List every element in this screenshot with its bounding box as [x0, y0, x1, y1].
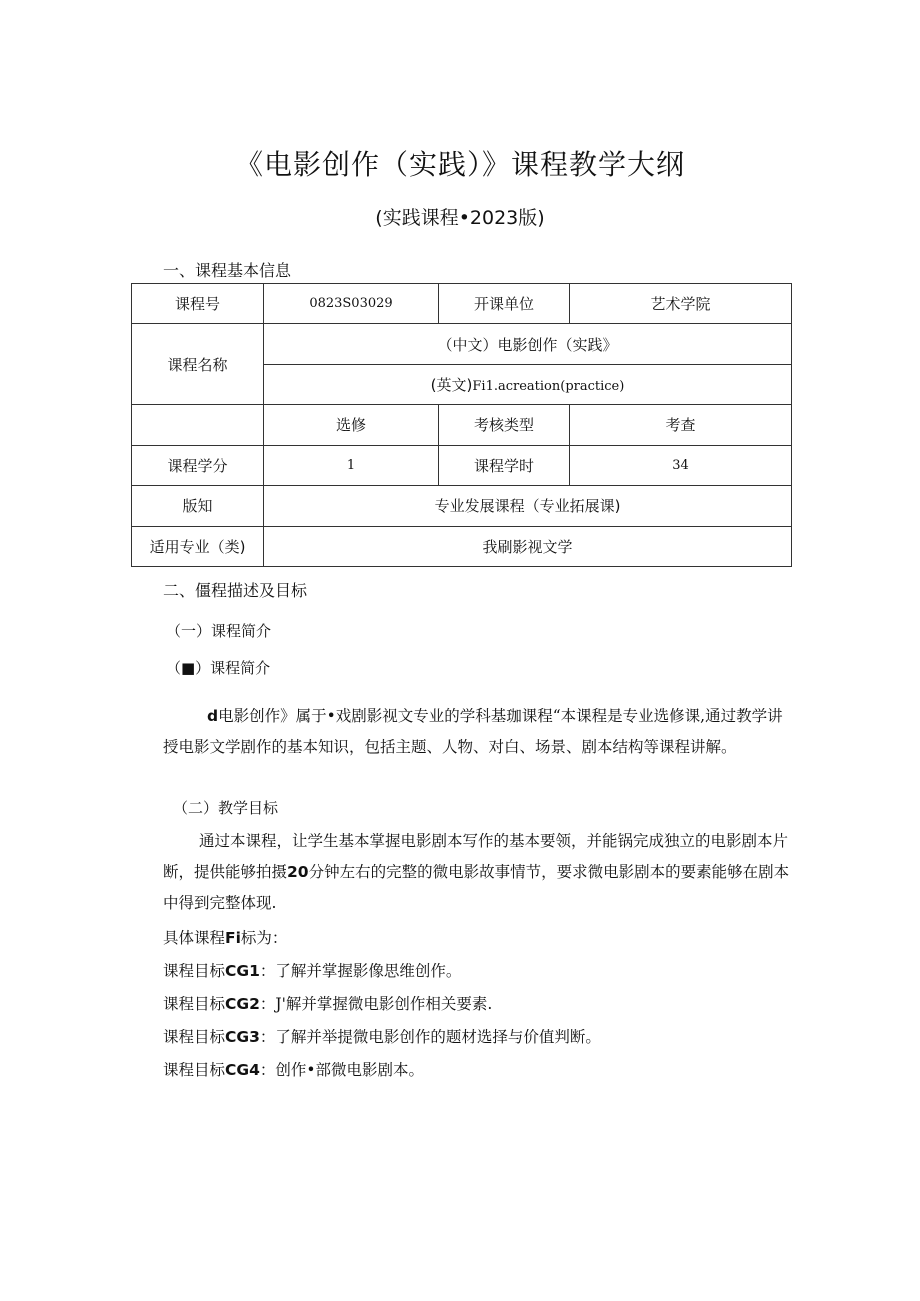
hours-value: 34 [570, 445, 792, 485]
course-info-table [131, 283, 792, 567]
goal-item [163, 959, 461, 981]
goal-code: CG3 [225, 1028, 260, 1046]
hours-label: 课程学时 [439, 445, 570, 485]
assess-type-label: 考核类型 [439, 405, 570, 445]
goal-code: CG1 [225, 962, 260, 980]
table-row [132, 445, 792, 485]
course-name-en-prefix: (英文) [430, 376, 473, 395]
goals-intro-bold: Fi [225, 929, 241, 947]
goal-label: 课程目标 [163, 1061, 226, 1079]
course-type-value: 选修 [264, 405, 439, 445]
document-title: 《电影创作（实践）》课程教学大纲 [234, 148, 685, 181]
goal-text: ：了解并举提微电影创作的题材选择与价值判断。 [259, 1028, 601, 1046]
intro-bold-glyph: d [207, 707, 219, 725]
goal-label: 课程目标 [163, 1028, 226, 1046]
course-name-en [264, 364, 792, 404]
assess-type-value: 考查 [570, 405, 792, 445]
major-label: 适用专业（类) [132, 526, 264, 566]
objectives-paragraph [163, 826, 793, 919]
objectives-text-b: 分钟左右的完整的微电影故事情节，要求微电影剧本的要素能够在剧本中得到完整体现. [163, 863, 790, 912]
subheading-intro-2: （■）课程简介 [166, 659, 271, 677]
intro-text: 电影创作》属于•戏剧影视文专业的学科基珈课程“本课程是专业选修课,通过教学讲授电影文学剧作的基本知识，包括主题、人物、对白、场景、剧本结构等课程讲解。 [163, 707, 783, 756]
goals-intro-a: 具体课程 [163, 929, 226, 947]
credit-label: 课程学分 [132, 445, 264, 485]
category-value: 专业发展课程（专业拓展课) [264, 486, 792, 526]
course-name-label: 课程名称 [132, 324, 264, 405]
table-row [132, 284, 792, 324]
section-heading-basic-info: 一、课程基本信息 [163, 261, 292, 280]
table-row [132, 405, 792, 445]
goal-code: CG4 [225, 1061, 260, 1079]
course-no-value: 0823S03029 [264, 284, 439, 324]
goal-item [163, 1058, 424, 1080]
major-value: 我刷影视文学 [264, 526, 792, 566]
category-label: 版知 [132, 486, 264, 526]
credit-value: 1 [264, 445, 439, 485]
dept-value: 艺术学院 [570, 284, 792, 324]
course-name-cn: （中文）电影创作（实践》 [264, 324, 792, 364]
course-no-label: 课程号 [132, 284, 264, 324]
goal-item [163, 1025, 601, 1047]
goal-text: ：创作•部微电影剧本。 [259, 1061, 425, 1079]
goal-label: 课程目标 [163, 962, 226, 980]
dept-label: 开课单位 [439, 284, 570, 324]
subheading-objectives: （二）教学目标 [173, 799, 279, 817]
subheading-intro: （一）课程简介 [166, 622, 272, 640]
intro-paragraph [163, 701, 793, 763]
table-row [132, 526, 792, 566]
goal-text: ：了解并掌握影像思维创作。 [259, 962, 462, 980]
goals-intro [163, 926, 287, 948]
empty-cell [132, 405, 264, 445]
goal-text: ：J'解并掌握微电影创作相关要素. [259, 995, 493, 1013]
goals-intro-b: 标为： [240, 929, 288, 947]
objectives-bold-number: 20 [287, 863, 309, 881]
document-subtitle: (实践课程•2023版) [375, 207, 545, 229]
table-row [132, 486, 792, 526]
goal-label: 课程目标 [163, 995, 226, 1013]
course-name-en-value: Fi1.acreation(practice) [472, 379, 625, 395]
table-row [132, 324, 792, 364]
goal-code: CG2 [225, 995, 260, 1013]
objectives-text-a: 通过本课程，让学生基本掌握电影剧本写作的基本要领，并能锅完成独立的电影剧本片断，提供能够拍摄 [163, 832, 789, 881]
goal-item [163, 992, 492, 1014]
section-heading-description: 二、僵程描述及目标 [163, 581, 308, 600]
